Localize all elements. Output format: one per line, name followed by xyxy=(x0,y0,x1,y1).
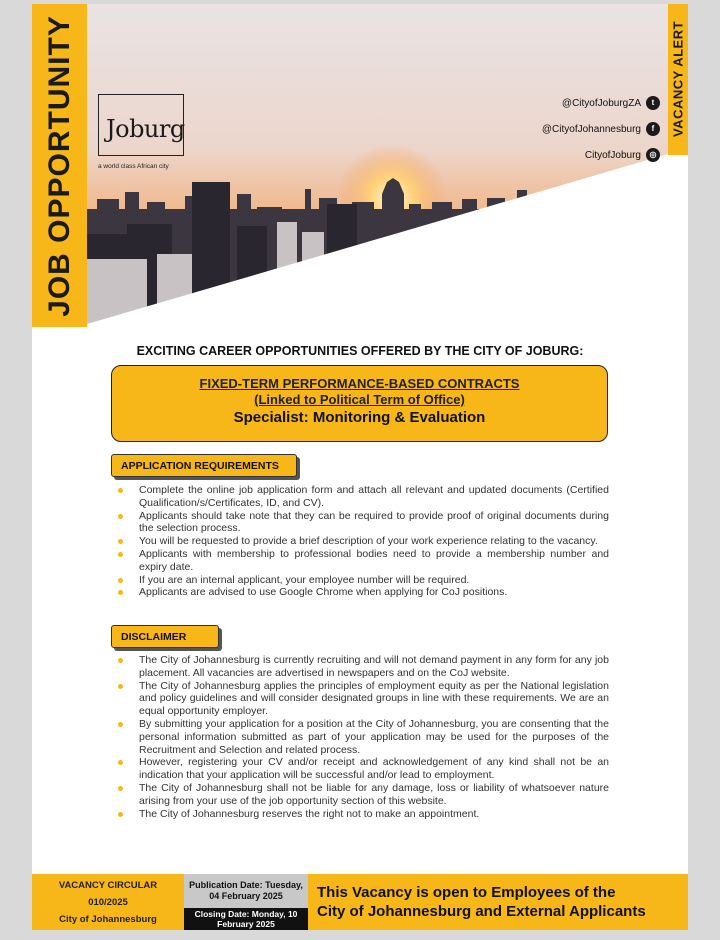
circular-org: City of Johannesburg xyxy=(59,914,157,925)
eligibility-line: City of Johannesburg and External Applicants xyxy=(317,903,646,920)
publication-date: Publication Date: Tuesday, 04 February 2025 xyxy=(184,874,308,908)
list-item: Applicants with membership to professional bodies need to provide a membership number and expiry date. xyxy=(118,548,609,574)
logo-tagline: a world class African city xyxy=(98,163,169,170)
contract-term: (Linked to Political Term of Office) xyxy=(254,392,465,407)
list-item: However, registering your CV and/or receipt and acknowledgement of any kind shall not be an indication that your application will be successful and/or lead to employment. xyxy=(118,756,609,782)
social-handles xyxy=(470,90,660,168)
list-item: Complete the online job application form and attach all relevant and updated documents (Certified Qualification/s/Certificates, ID, and CV). xyxy=(118,484,609,510)
list-item: By submitting your application for a position at the City of Johannesburg, you are consenting that the personal information submitted as part of your application may be used for the purposes of the Recruitment and Selection and related process. xyxy=(118,718,609,756)
list-item: The City of Johannesburg is currently recruiting and will not demand payment in any form for any job placement. All vacancies are advertised in newspapers and on the CoJ website. xyxy=(118,654,609,680)
list-item: If you are an internal applicant, your employee number will be required. xyxy=(118,574,609,587)
instagram-icon: ◎ xyxy=(646,148,660,162)
social-row-facebook xyxy=(470,116,660,142)
position-title-box xyxy=(111,365,608,442)
footer-bar xyxy=(32,874,688,930)
logo-frame xyxy=(98,94,184,156)
list-item: You will be requested to provide a brief description of your work experience relating to the vacancy. xyxy=(118,535,609,548)
contract-type: FIXED-TERM PERFORMANCE-BASED CONTRACTS xyxy=(199,376,520,391)
social-handle: @CityofJoburgZA xyxy=(561,97,641,109)
list-item: Applicants should take note that they can be required to provide proof of original documents during the selection process. xyxy=(118,510,609,536)
vacancy-poster xyxy=(32,4,688,930)
social-handle: @CityofJohannesburg xyxy=(541,123,641,135)
list-item: The City of Johannesburg reserves the right not to make an appointment. xyxy=(118,808,609,821)
left-banner xyxy=(32,4,87,327)
list-item: Applicants are advised to use Google Chrome when applying for CoJ positions. xyxy=(118,586,609,599)
right-banner xyxy=(668,4,688,155)
eligibility-notice xyxy=(317,883,677,921)
circular-label: VACANCY CIRCULAR xyxy=(58,880,158,891)
eligibility-line: This Vacancy is open to Employees of the xyxy=(317,884,616,901)
vacancy-alert-label: VACANCY ALERT xyxy=(670,20,686,138)
closing-date: Closing Date: Monday, 10 February 2025 xyxy=(184,908,308,930)
job-opportunity-label: JOB OPPORTUNITY xyxy=(43,15,76,317)
list-item: The City of Johannesburg applies the principles of employment equity as per the National legislation and policy guidelines and will consider designated groups in line with these requirements. We are an equal opportunity employer. xyxy=(118,680,609,718)
requirements-list xyxy=(118,484,609,599)
list-item: The City of Johannesburg shall not be liable for any damage, loss or liability of whatsoever nature arising from your use of the job opportunity section of this website. xyxy=(118,782,609,808)
facebook-icon: f xyxy=(646,122,660,136)
social-row-instagram xyxy=(470,142,660,168)
social-row-twitter xyxy=(470,90,660,116)
twitter-icon: t xyxy=(646,96,660,110)
position-title: Specialist: Monitoring & Evaluation xyxy=(233,409,486,426)
joburg-logo xyxy=(98,94,198,170)
page-heading: EXCITING CAREER OPPORTUNITIES OFFERED BY THE CITY OF JOBURG: xyxy=(136,344,584,358)
circular-number: 010/2025 xyxy=(88,897,128,908)
logo-wordmark: Joburg xyxy=(106,115,185,143)
disclaimer-list xyxy=(118,654,609,820)
social-handle: CityofJoburg xyxy=(584,149,641,161)
circular-info xyxy=(32,874,184,930)
requirements-heading: APPLICATION REQUIREMENTS xyxy=(111,454,297,477)
disclaimer-heading: DISCLAIMER xyxy=(111,625,219,648)
